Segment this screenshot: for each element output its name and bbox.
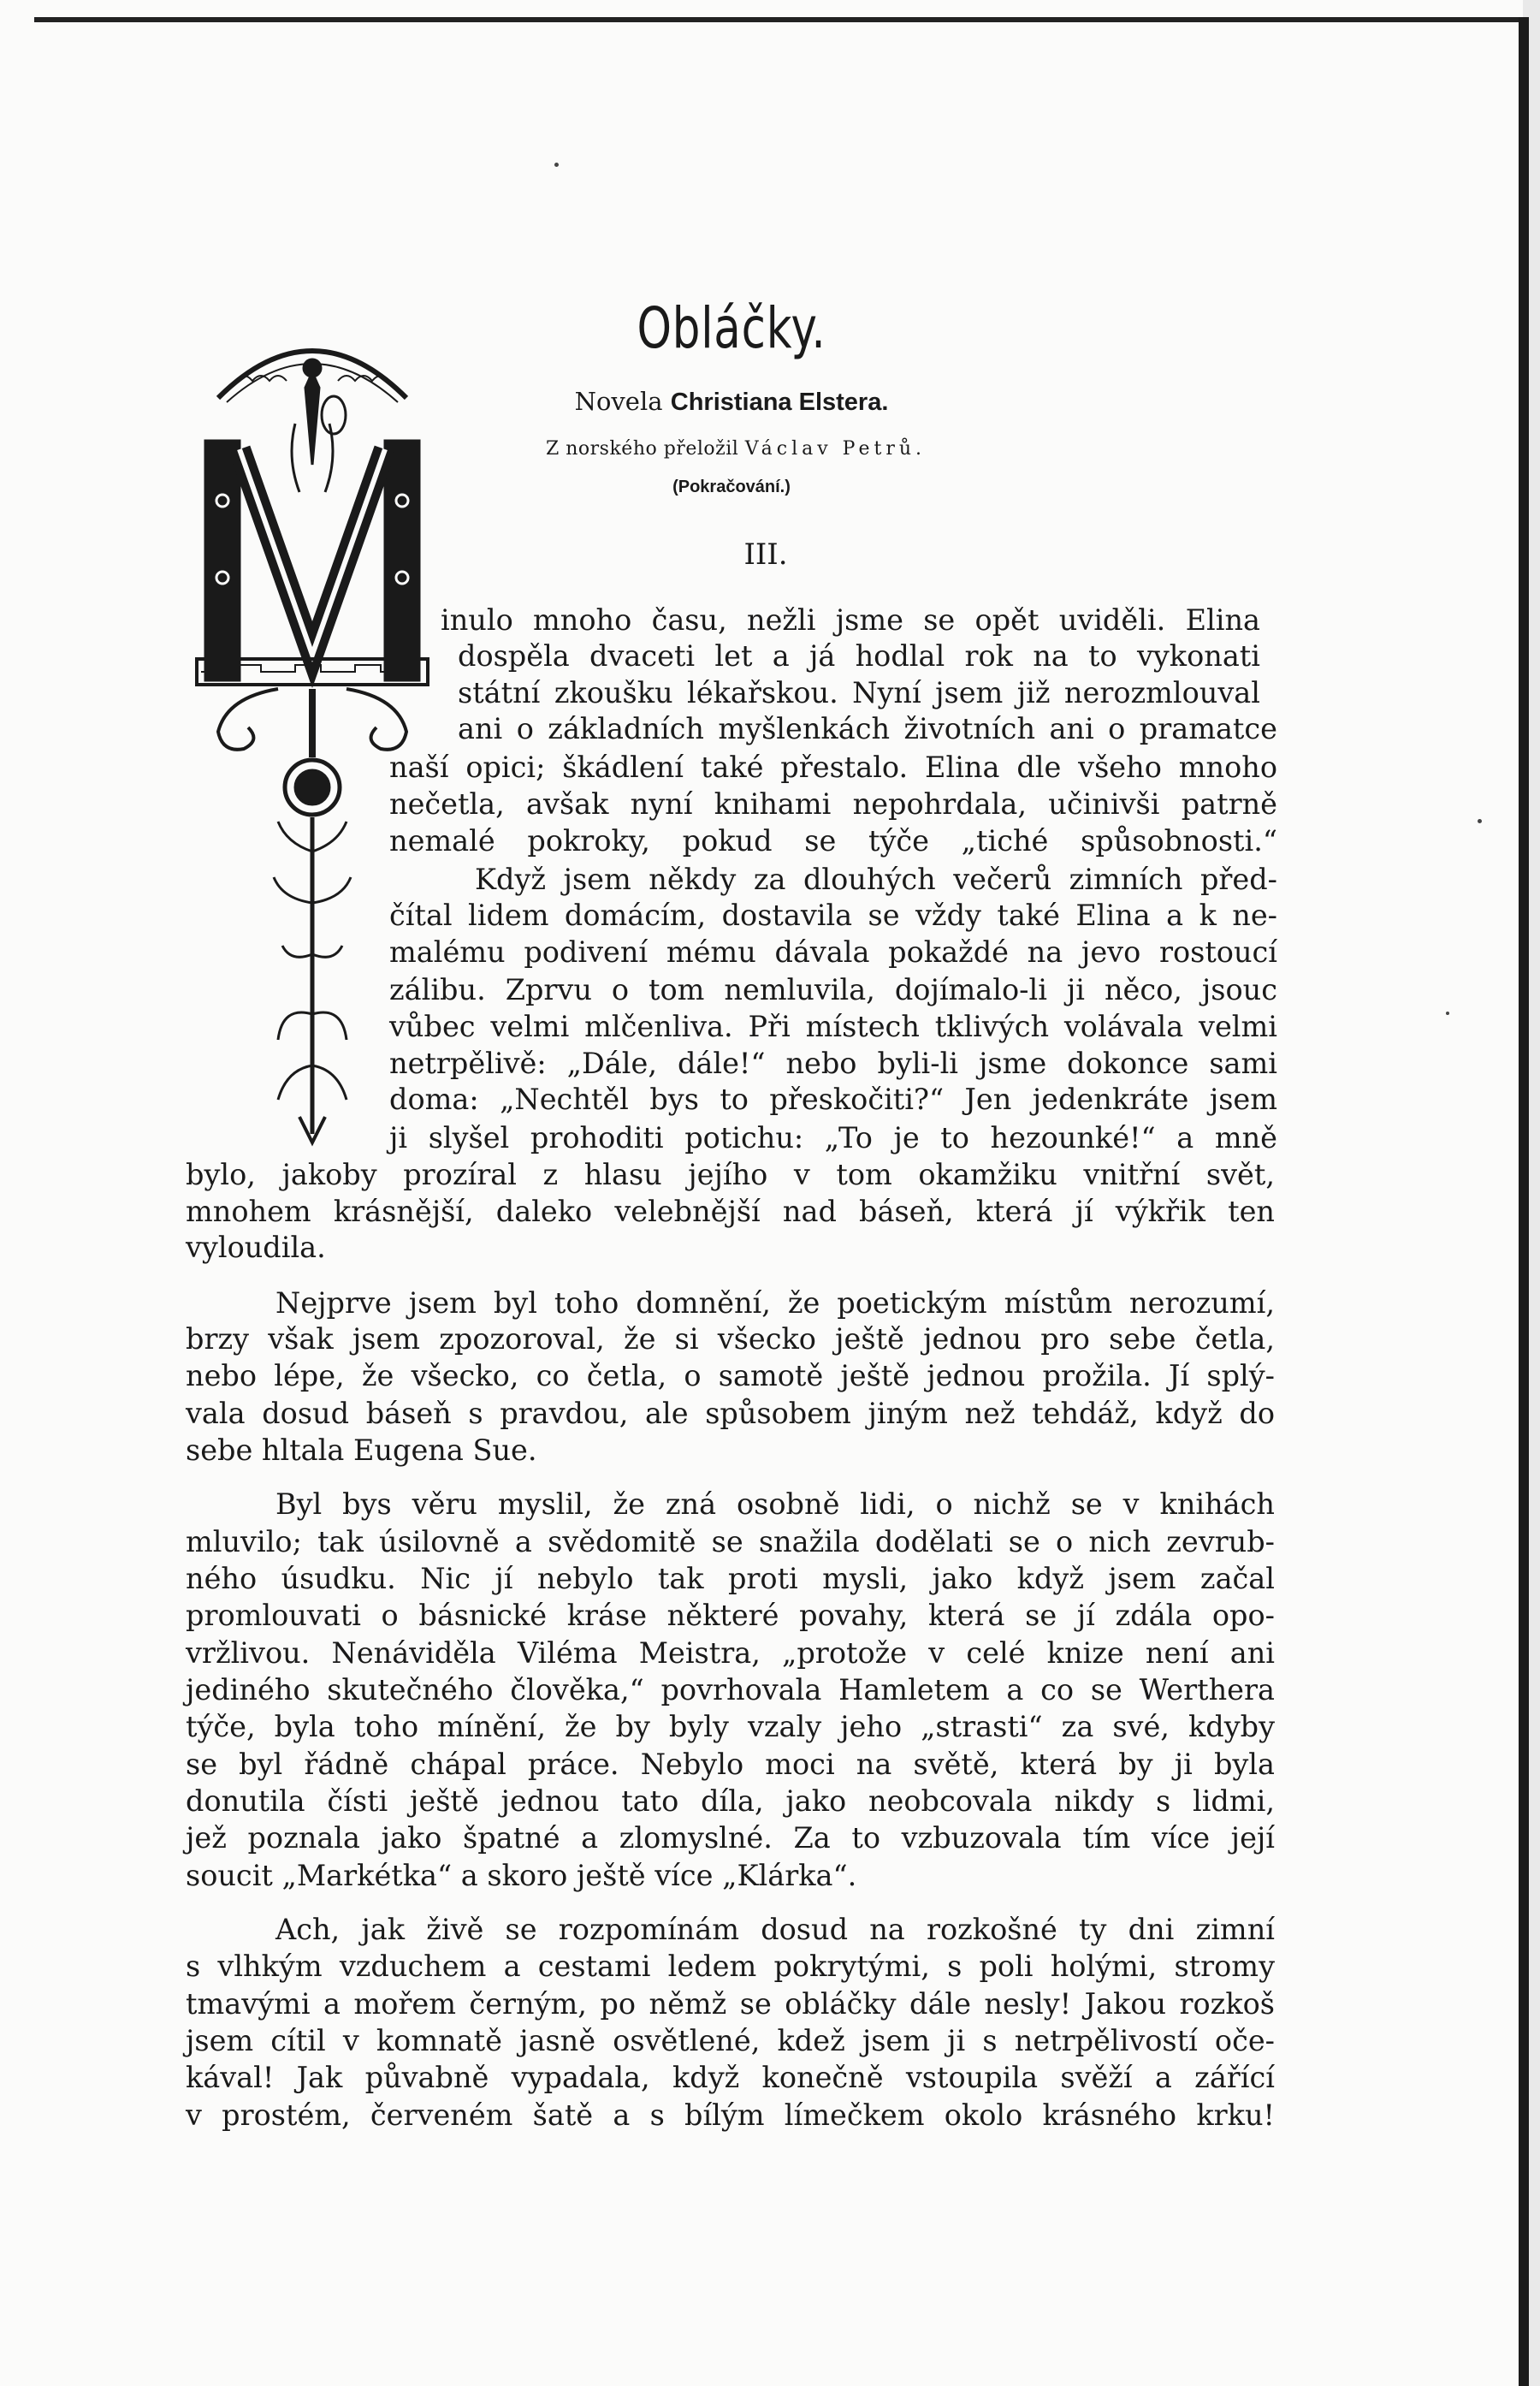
text-line: Byl bys věru myslil, že zná osobně lidi, o nichž se v knihách (275, 1487, 1275, 1521)
continued-note: (Pokračování.) (672, 478, 791, 496)
text-line: mluvilo; tak úsilovně a svědomitě se snažila dodělati se o nich zevrub- (186, 1525, 1275, 1558)
text-line: Když jsem někdy za dlouhých večerů zimních před- (475, 863, 1277, 896)
text-line: vyloudila. (186, 1231, 326, 1264)
text-line: netrpělivě: „Dále, dále!“ nebo byli-li jsme dokonce sami (389, 1047, 1277, 1080)
text-line: nemalé pokroky, pokud se týče „tiché spůsobnosti.“ (389, 824, 1277, 858)
text-line: vala dosud báseň s pravdou, ale spůsobem jiným než tehdáž, když do (186, 1397, 1275, 1430)
text-line: vržlivou. Nenáviděla Viléma Meistra, „protože v celé knize není ani (186, 1636, 1275, 1670)
subtitle-prefix: Novela (574, 387, 671, 416)
text-line: jediného skutečného člověka,“ povrhovala Hamletem a co se Werthera (186, 1673, 1275, 1706)
text-line: soucit „Markétka“ a skoro ještě více „Klárka“. (186, 1859, 857, 1892)
text-line: promlouvati o básnické kráse některé povahy, která se jí zdála opo- (186, 1599, 1275, 1632)
author-name: Christiana Elstera. (670, 389, 889, 416)
text-line: ani o základních myšlenkách životních ani o pramatce (458, 712, 1277, 745)
text-line: zálibu. Zprvu o tom nemluvila, dojímalo-li ji něco, jsouc (389, 973, 1277, 1006)
text-line: nebo lépe, že všecko, co četla, o samotě ještě jednou prožila. Jí splý- (186, 1359, 1275, 1392)
text-line: čítal lidem domácím, dostavila se vždy také Elina a k ne- (389, 899, 1277, 932)
text-line: sebe hltala Eugena Sue. (186, 1433, 537, 1467)
text-line: doma: „Nechtěl bys to přeskočiti?“ Jen jedenkráte jsem (389, 1083, 1277, 1116)
text-line: kával! Jak půvabně vypadala, když konečně vstoupila svěží a zářící (186, 2061, 1275, 2094)
text-line: donutila čísti ještě jednou tato díla, jako neobcovala nikdy s lidmi, (186, 1784, 1275, 1818)
text-line: jež poznala jako špatné a zlomyslné. Za to vzbuzovala tím více její (186, 1821, 1275, 1855)
text-line: naší opici; škádlení také přestalo. Elina dle všeho mnoho (389, 751, 1277, 784)
text-line: bylo, jakoby prozíral z hlasu jejího v tom okamžiku vnitřní svět, (186, 1158, 1275, 1191)
text-line: s vlhkým vzduchem a cestami ledem pokrytými, s poli holými, stromy (186, 1950, 1275, 1983)
text-line: Ach, jak živě se rozpomínám dosud na rozkošné ty dni zimní (275, 1913, 1275, 1946)
text-line: se byl řádně chápal práce. Nebylo moci na světě, která by ji byla (186, 1748, 1275, 1781)
text-line: malému podivení mému dávala pokaždé na jevo rostoucí (389, 935, 1277, 969)
text-line: Nejprve jsem byl toho domnění, že poetickým místům nerozumí, (275, 1286, 1275, 1320)
text-line: ného úsudku. Nic jí nebylo tak proti mysli, jako když jsem začal (186, 1562, 1275, 1595)
ink-speck (1446, 1012, 1449, 1015)
text-line: brzy však jsem zpozoroval, že si všecko ještě jednou pro sebe četla, (186, 1322, 1275, 1356)
right-border (1519, 17, 1529, 2386)
top-border (34, 17, 1527, 22)
text-line: dospěla dvaceti let a já hodlal rok na to vykonati (458, 639, 1260, 673)
text-line: jsem cítil v komnatě jasně osvětlené, kdež jsem ji s netrpělivostí oče- (186, 2024, 1275, 2057)
text-line: vůbec velmi mlčenliva. Při místech tklivých volávala velmi (389, 1010, 1277, 1043)
page-title: Obláčky. (637, 295, 826, 361)
text-line: v prostém, červeném šatě a s bílým límečkem okolo krásného krku! (186, 2098, 1275, 2132)
text-line: týče, byla toho mínění, že by byly vzaly jeho „strasti“ za své, kdyby (186, 1710, 1275, 1743)
ink-speck (1478, 819, 1482, 823)
text-line: nečetla, avšak nyní knihami nepohrdala, učinivši patrně (389, 787, 1277, 821)
text-line: ji slyšel prohoditi potichu: „To je to hezounké!“ a mně (389, 1121, 1277, 1154)
text-line: mnohem krásnější, daleko velebnější nad báseň, která jí výkřik ten (186, 1195, 1275, 1228)
chapter-number: III. (743, 537, 788, 572)
text-line: tmavými a mořem černým, po němž se obláčky dále nesly! Jakou rozkoš (186, 1987, 1275, 2021)
text-line: státní zkoušku lékařskou. Nyní jsem již nerozmlouval (458, 676, 1260, 709)
translator-name: Václav Petrů. (744, 438, 927, 460)
ink-speck (554, 163, 559, 167)
text-line: inulo mnoho času, nežli jsme se opět uviděli. Elina (441, 603, 1260, 637)
translator-prefix: Z norského přeložil (545, 438, 745, 460)
